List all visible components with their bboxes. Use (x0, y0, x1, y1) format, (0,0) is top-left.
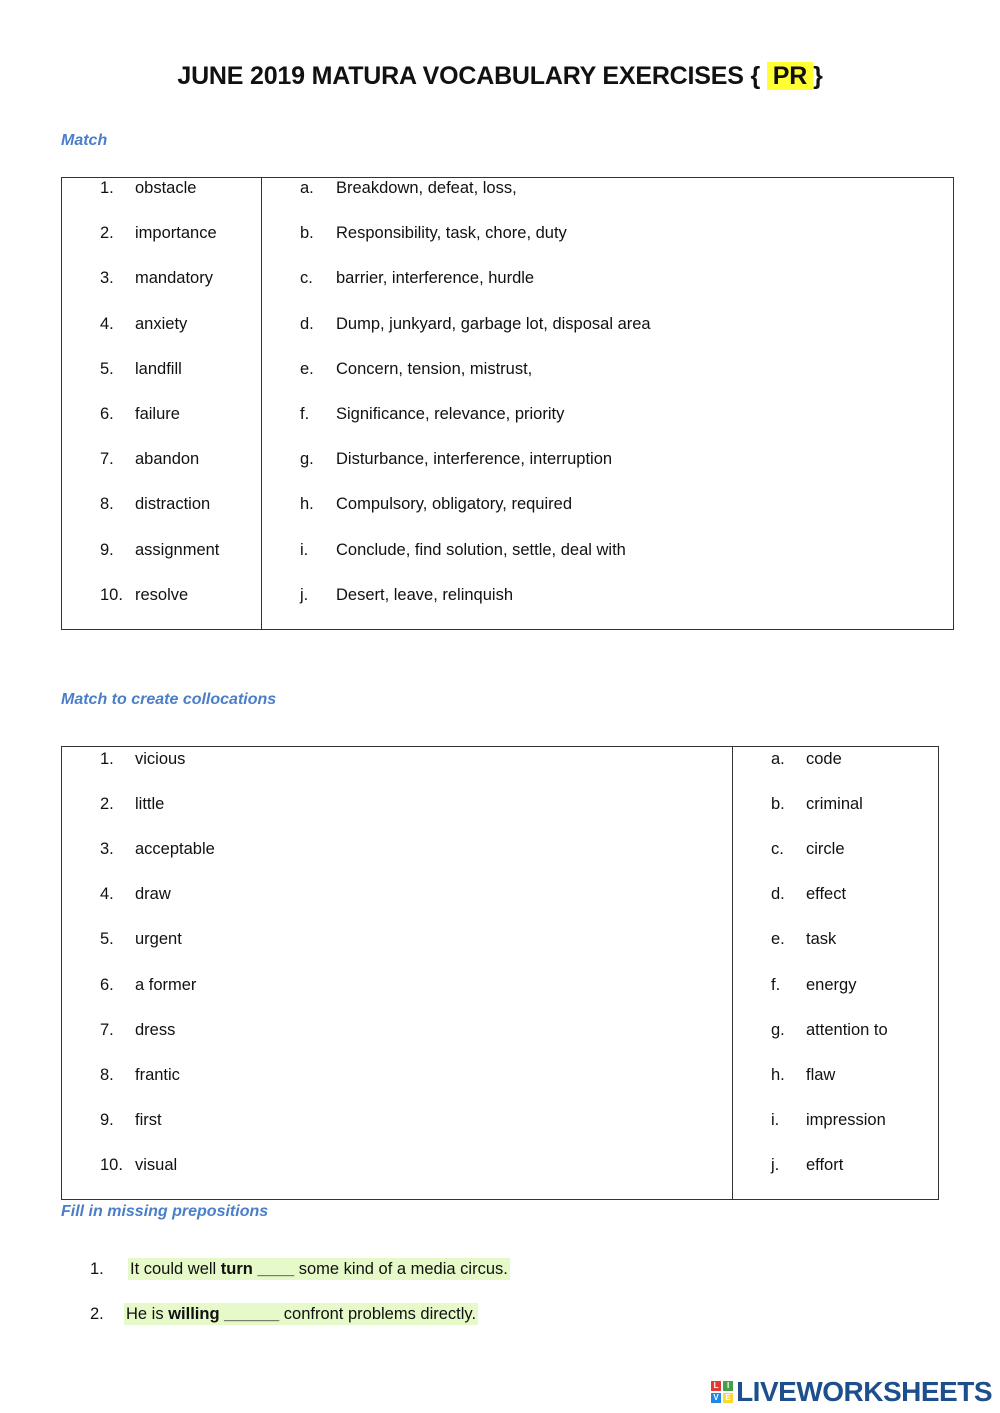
item-number: 1. (100, 179, 114, 197)
item-letter: f. (771, 975, 781, 994)
item-word: vicious (135, 750, 186, 768)
fill-keyword: turn (220, 1260, 253, 1278)
item-number: 6. (100, 975, 114, 994)
item-letter: f. (300, 405, 310, 423)
section-heading-prepositions: Fill in missing prepositions (61, 1203, 269, 1220)
collocations-table-divider (732, 747, 733, 1199)
item-number: 2. (100, 224, 114, 243)
item-definition: barrier, interference, hurdle (336, 269, 535, 288)
item-number: 7. (100, 450, 114, 469)
item-word: assignment (135, 540, 220, 559)
item-number: 3. (100, 840, 114, 859)
item-definition: Conclude, find solution, settle, deal with (336, 540, 626, 559)
item-definition: effect (806, 885, 847, 904)
item-definition: effort (806, 1155, 844, 1174)
collocations-table (61, 746, 939, 1200)
fill-item-1 (90, 1260, 510, 1279)
item-definition: flaw (806, 1065, 836, 1084)
title-end: } (813, 62, 823, 90)
item-definition: Significance, relevance, priority (336, 405, 565, 423)
item-word: mandatory (135, 269, 213, 288)
item-letter: i. (300, 540, 309, 559)
item-letter: i. (771, 1110, 780, 1129)
item-letter: b. (300, 224, 314, 243)
item-number: 10. (100, 1155, 123, 1174)
item-word: a former (135, 975, 197, 994)
item-number: 5. (100, 930, 114, 949)
item-letter: e. (300, 359, 314, 378)
item-word: frantic (135, 1065, 180, 1084)
item-definition: Concern, tension, mistrust, (336, 359, 533, 378)
item-number: 5. (100, 359, 114, 378)
item-number: 3. (100, 269, 114, 288)
section-heading-match: Match (61, 132, 108, 149)
item-number: 2. (100, 795, 114, 814)
item-word: obstacle (135, 179, 197, 197)
item-word: abandon (135, 450, 200, 469)
item-letter: g. (771, 1020, 785, 1039)
item-word: landfill (135, 359, 182, 378)
logo-icon (711, 1381, 733, 1403)
fill-item-sentence (124, 1303, 478, 1325)
item-definition: task (806, 930, 837, 949)
item-number: 4. (100, 885, 114, 904)
liveworksheets-logo (711, 1377, 992, 1407)
item-word: distraction (135, 495, 211, 514)
match-table-divider (261, 178, 262, 629)
item-word: first (135, 1110, 162, 1129)
item-letter: g. (300, 450, 314, 469)
item-number: 8. (100, 1065, 114, 1084)
fill-text-before: It could well (130, 1260, 221, 1278)
item-word: draw (135, 885, 171, 904)
logo-block: L (711, 1381, 721, 1391)
item-letter: b. (771, 795, 785, 814)
item-definition: impression (806, 1110, 886, 1129)
logo-text: LIVEWORKSHEETS (736, 1376, 992, 1407)
item-word: resolve (135, 585, 189, 604)
fill-text-after: some kind of a media circus. (298, 1260, 508, 1278)
item-number: 10. (100, 585, 123, 604)
item-word: urgent (135, 930, 182, 949)
match-table (61, 177, 954, 630)
item-definition: Responsibility, task, chore, duty (336, 224, 567, 243)
item-number: 7. (100, 1020, 114, 1039)
item-letter: j. (300, 585, 309, 604)
item-definition: Desert, leave, relinquish (336, 585, 514, 604)
item-definition: Compulsory, obligatory, required (336, 495, 572, 514)
item-definition: code (806, 750, 842, 768)
fill-item-sentence (128, 1258, 510, 1280)
item-word: failure (135, 405, 180, 423)
item-definition: energy (806, 975, 857, 994)
logo-block: E (723, 1393, 733, 1403)
item-word: importance (135, 224, 217, 243)
section-heading-collocations: Match to create collocations (61, 691, 277, 708)
item-letter: a. (300, 179, 314, 197)
item-definition: Disturbance, interference, interruption (336, 450, 613, 469)
item-letter: c. (300, 269, 313, 288)
item-letter: d. (300, 314, 314, 333)
item-number: 9. (100, 1110, 114, 1129)
fill-blank[interactable]: ______ (219, 1305, 284, 1323)
item-word: little (135, 795, 165, 814)
fill-item-2 (90, 1305, 478, 1324)
logo-block: I (723, 1381, 733, 1391)
item-letter: a. (771, 750, 785, 768)
fill-keyword: willing (168, 1305, 220, 1323)
item-word: acceptable (135, 840, 215, 859)
fill-item-number: 2. (90, 1305, 104, 1323)
item-letter: c. (771, 840, 784, 859)
item-definition: attention to (806, 1020, 888, 1039)
item-definition: criminal (806, 795, 863, 814)
page-title (0, 62, 1000, 91)
item-number: 4. (100, 314, 114, 333)
item-word: dress (135, 1020, 176, 1039)
item-definition: circle (806, 840, 845, 859)
item-word: visual (135, 1155, 178, 1174)
title-highlight: PR (767, 62, 813, 90)
item-letter: j. (771, 1155, 780, 1174)
fill-text-before: He is (126, 1305, 169, 1323)
item-number: 9. (100, 540, 114, 559)
item-word: anxiety (135, 314, 188, 333)
item-letter: d. (771, 885, 785, 904)
title-main: JUNE 2019 MATURA VOCABULARY EXERCISES { (177, 62, 760, 90)
item-letter: h. (300, 495, 314, 514)
item-letter: e. (771, 930, 785, 949)
fill-text-after: confront problems directly. (283, 1305, 477, 1323)
item-number: 6. (100, 405, 114, 423)
item-letter: h. (771, 1065, 785, 1084)
item-number: 1. (100, 750, 114, 768)
fill-blank[interactable]: ____ (252, 1260, 299, 1278)
fill-item-number: 1. (90, 1260, 104, 1278)
item-definition: Dump, junkyard, garbage lot, disposal area (336, 314, 651, 333)
logo-block: V (711, 1393, 721, 1403)
item-number: 8. (100, 495, 114, 514)
item-definition: Breakdown, defeat, loss, (336, 179, 517, 197)
